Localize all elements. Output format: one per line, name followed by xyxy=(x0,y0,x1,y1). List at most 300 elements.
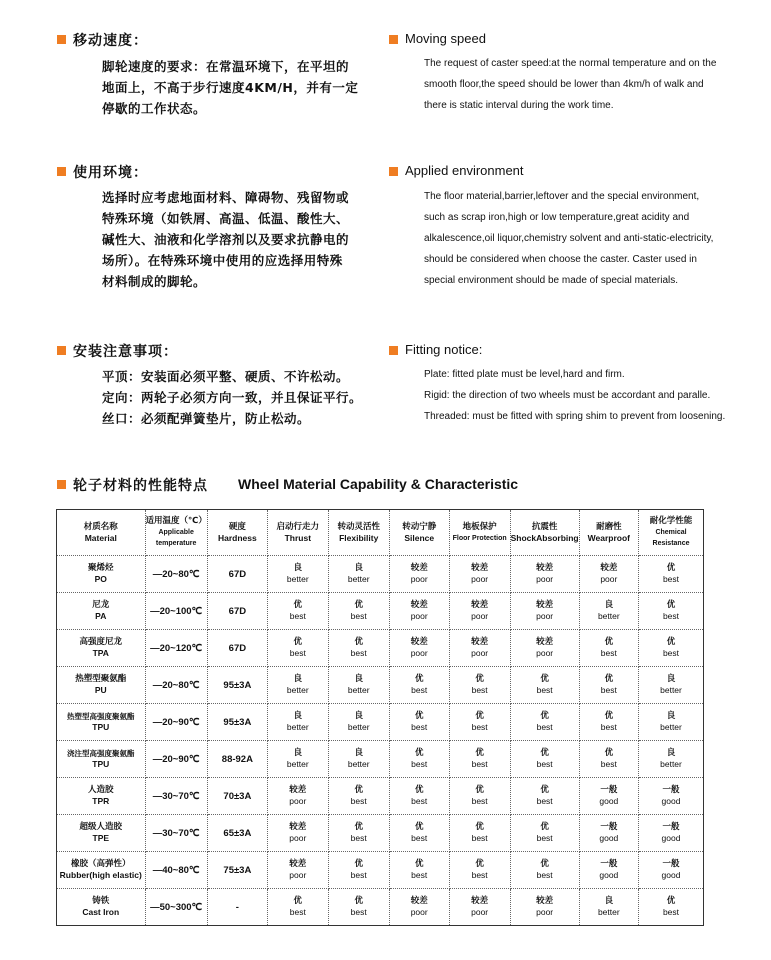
table-header-cell xyxy=(328,510,389,556)
hardness-cell: 67D xyxy=(207,556,267,593)
material-name-zh: 铸铁 xyxy=(92,896,110,906)
rating-zh: 优 xyxy=(475,859,484,869)
section-bullet-icon xyxy=(57,346,66,355)
rating-en: poor xyxy=(536,648,554,658)
body-line: 地面上，不高于步行速度4KM/H，并有一定 xyxy=(102,80,359,95)
rating-zh: 较差 xyxy=(471,637,489,647)
body-line: 材料制成的脚轮。 xyxy=(102,274,207,289)
rating-zh: 优 xyxy=(354,600,363,610)
section-bullet-icon xyxy=(57,167,66,176)
header-label-en: Chemical Resistance xyxy=(652,529,690,547)
material-name-en: Rubber(high elastic) xyxy=(59,870,142,880)
hardness-cell: - xyxy=(207,889,267,926)
rating-en: better xyxy=(286,685,309,695)
rating-cell xyxy=(510,704,579,741)
hardness-cell: 70±3A xyxy=(207,778,267,815)
rating-cell xyxy=(328,741,389,778)
table-header-cell xyxy=(57,510,146,556)
rating-en: best xyxy=(411,722,428,732)
rating-cell xyxy=(579,889,638,926)
rating-en: best xyxy=(536,722,553,732)
table-row xyxy=(57,852,704,889)
table-row xyxy=(57,593,704,630)
rating-cell xyxy=(328,667,389,704)
material-name-zh: 人造胶 xyxy=(88,785,114,795)
section-heading-zh: 移动速度： xyxy=(73,33,148,49)
rating-en: best xyxy=(536,796,553,806)
rating-zh: 优 xyxy=(475,748,484,758)
body-line: 脚轮速度的要求：在常温环境下，在平坦的 xyxy=(102,59,350,74)
rating-zh: 较差 xyxy=(410,896,428,906)
rating-cell xyxy=(328,815,389,852)
body-line: Threaded: must be fitted with spring shim to prevent from loosening. xyxy=(424,411,726,422)
hardness-cell: 65±3A xyxy=(207,815,267,852)
rating-zh: 较差 xyxy=(471,896,489,906)
rating-cell xyxy=(510,889,579,926)
material-name-en: TPE xyxy=(92,833,110,843)
rating-cell xyxy=(510,630,579,667)
rating-zh: 良 xyxy=(354,711,363,721)
rating-cell xyxy=(639,815,704,852)
rating-en: better xyxy=(347,722,370,732)
body-line: The request of caster speed:at the normal temperature and on the xyxy=(424,58,717,69)
table-header-cell xyxy=(389,510,449,556)
body-line: 选择时应考虑地面材料、障碍物、残留物或 xyxy=(102,190,350,205)
rating-zh: 较差 xyxy=(289,785,307,795)
rating-en: best xyxy=(350,611,367,621)
rating-en: poor xyxy=(289,796,307,806)
section-body-en xyxy=(424,364,725,427)
temperature-cell: —20~80℃ xyxy=(145,556,207,593)
body-line: 定向：两轮子必须方向一致，并且保证平行。 xyxy=(102,390,363,405)
rating-cell xyxy=(267,593,328,630)
rating-zh: 良 xyxy=(666,674,676,684)
rating-en: best xyxy=(536,685,553,695)
rating-en: best xyxy=(471,722,488,732)
header-label-en: Silence xyxy=(404,532,435,543)
rating-en: best xyxy=(471,833,488,843)
rating-en: good xyxy=(599,870,619,880)
rating-en: best xyxy=(600,722,617,732)
rating-en: best xyxy=(411,759,428,769)
section-heading-zh: 安装注意事项： xyxy=(73,344,178,360)
rating-zh: 优 xyxy=(414,711,424,721)
material-cell xyxy=(57,815,146,852)
material-name-zh: 高强度尼龙 xyxy=(79,637,123,647)
rating-zh: 优 xyxy=(475,822,484,832)
rating-zh: 优 xyxy=(354,859,363,869)
table-row xyxy=(57,778,704,815)
rating-zh: 较差 xyxy=(410,600,428,610)
rating-zh: 一般 xyxy=(600,785,618,795)
rating-zh: 一般 xyxy=(600,859,618,869)
rating-zh: 良 xyxy=(293,748,303,758)
material-name-en: Cast Iron xyxy=(82,907,120,917)
rating-cell xyxy=(449,889,510,926)
header-label-zh: 转动宁静 xyxy=(402,521,437,532)
rating-zh: 良 xyxy=(293,674,303,684)
rating-cell xyxy=(328,778,389,815)
rating-zh: 优 xyxy=(666,563,676,573)
rating-en: best xyxy=(471,796,488,806)
temperature-cell: —30~70℃ xyxy=(145,778,207,815)
rating-cell xyxy=(267,556,328,593)
rating-cell xyxy=(389,667,449,704)
rating-zh: 较差 xyxy=(410,563,428,573)
rating-en: better xyxy=(286,574,309,584)
rating-en: best xyxy=(350,907,367,917)
material-name-zh: 橡胶（高弹性） xyxy=(71,859,131,869)
rating-cell xyxy=(449,704,510,741)
section-body-zh xyxy=(102,366,362,429)
rating-en: best xyxy=(662,574,680,584)
rating-en: poor xyxy=(410,907,428,917)
rating-zh: 优 xyxy=(475,674,484,684)
rating-en: poor xyxy=(471,648,489,658)
hardness-cell: 95±3A xyxy=(207,667,267,704)
rating-zh: 良 xyxy=(293,563,303,573)
hardness-cell: 75±3A xyxy=(207,852,267,889)
rating-cell xyxy=(639,667,704,704)
rating-zh: 良 xyxy=(666,748,676,758)
rating-en: best xyxy=(350,648,367,658)
rating-en: best xyxy=(350,833,367,843)
rating-zh: 优 xyxy=(414,674,424,684)
rating-en: best xyxy=(471,759,488,769)
temperature-cell: —20~80℃ xyxy=(145,667,207,704)
rating-zh: 优 xyxy=(540,711,549,721)
rating-en: better xyxy=(347,574,370,584)
rating-cell xyxy=(389,593,449,630)
rating-zh: 优 xyxy=(414,859,424,869)
rating-cell xyxy=(639,593,704,630)
section-body-en xyxy=(424,186,713,291)
rating-cell xyxy=(389,852,449,889)
section-bullet-icon xyxy=(57,35,66,44)
rating-en: better xyxy=(286,759,309,769)
header-label-en: Wearproof xyxy=(587,532,630,543)
table-header-cell xyxy=(267,510,328,556)
table-title-en: Wheel Material Capability & Characteristic xyxy=(238,476,519,492)
rating-cell xyxy=(267,741,328,778)
rating-en: better xyxy=(597,611,620,621)
material-name-zh: 热塑型高强度聚氨酯 xyxy=(67,712,135,721)
rating-cell xyxy=(579,630,638,667)
rating-cell xyxy=(389,741,449,778)
material-table xyxy=(56,509,704,926)
table-header-cell xyxy=(145,510,207,556)
table-row xyxy=(57,889,704,926)
rating-cell xyxy=(510,593,579,630)
rating-en: better xyxy=(660,685,682,695)
rating-cell xyxy=(389,889,449,926)
rating-cell xyxy=(449,778,510,815)
body-line: Rigid: the direction of two wheels must be accordant and paralle. xyxy=(424,390,711,401)
material-cell xyxy=(57,852,146,889)
rating-zh: 优 xyxy=(475,785,484,795)
rating-en: poor xyxy=(536,907,554,917)
section-heading-zh: 使用环境： xyxy=(73,165,148,181)
rating-en: poor xyxy=(289,833,307,843)
rating-cell xyxy=(510,852,579,889)
rating-cell xyxy=(639,556,704,593)
rating-cell xyxy=(267,778,328,815)
rating-zh: 优 xyxy=(540,748,549,758)
rating-zh: 优 xyxy=(354,785,363,795)
rating-zh: 较差 xyxy=(536,600,554,610)
section-bullet-icon xyxy=(57,480,66,489)
rating-zh: 优 xyxy=(293,896,303,906)
material-name-en: TPR xyxy=(92,796,110,806)
rating-zh: 一般 xyxy=(600,822,618,832)
header-label-en: Flexibility xyxy=(339,532,379,543)
rating-zh: 优 xyxy=(414,822,424,832)
section-body-zh xyxy=(102,56,358,119)
rating-zh: 优 xyxy=(354,822,363,832)
section-heading-en: Applied environment xyxy=(405,163,524,178)
material-name-zh: 浇注型高强度聚氨酯 xyxy=(67,749,135,758)
rating-zh: 一般 xyxy=(662,785,680,795)
header-label-en: ShockAbsorbing xyxy=(510,532,579,543)
body-line: 碱性大、油液和化学溶剂以及要求抗静电的 xyxy=(102,232,350,247)
rating-cell xyxy=(639,889,704,926)
rating-cell xyxy=(328,889,389,926)
rating-cell xyxy=(579,704,638,741)
hardness-cell: 95±3A xyxy=(207,704,267,741)
rating-en: good xyxy=(599,796,619,806)
rating-zh: 良 xyxy=(354,563,363,573)
material-name-zh: 聚烯烃 xyxy=(88,563,114,573)
temperature-cell: —20~90℃ xyxy=(145,704,207,741)
rating-cell xyxy=(449,815,510,852)
rating-en: best xyxy=(600,648,617,658)
body-line: alkalescence,oil liquor,chemistry solvent and anti-static-electricity, xyxy=(424,233,714,244)
header-label-zh: 材质名称 xyxy=(83,521,118,532)
rating-en: poor xyxy=(536,611,554,621)
body-line: 特殊环境（如铁屑、高温、低温、酸性大、 xyxy=(102,211,350,226)
header-label-zh: 转动灵活性 xyxy=(337,521,380,532)
rating-cell xyxy=(449,630,510,667)
rating-en: poor xyxy=(410,574,428,584)
rating-en: best xyxy=(411,796,428,806)
rating-cell xyxy=(389,815,449,852)
rating-en: good xyxy=(661,870,681,880)
rating-zh: 优 xyxy=(354,637,363,647)
table-header-row xyxy=(57,510,704,556)
body-line: such as scrap iron,high or low temperature,great acidity and xyxy=(424,212,690,223)
rating-cell xyxy=(328,704,389,741)
rating-en: poor xyxy=(289,870,307,880)
rating-cell xyxy=(579,593,638,630)
temperature-cell: —40~80℃ xyxy=(145,852,207,889)
header-label-zh: 适用温度（℃） xyxy=(145,516,207,526)
rating-cell xyxy=(579,815,638,852)
header-label-zh: 耐磨性 xyxy=(596,521,622,532)
temperature-cell: —20~90℃ xyxy=(145,741,207,778)
rating-zh: 较差 xyxy=(536,896,554,906)
rating-en: better xyxy=(660,759,682,769)
rating-en: best xyxy=(600,759,617,769)
rating-cell xyxy=(389,704,449,741)
rating-cell xyxy=(510,556,579,593)
rating-cell xyxy=(449,556,510,593)
rating-en: poor xyxy=(471,611,489,621)
rating-zh: 优 xyxy=(604,711,614,721)
rating-cell xyxy=(267,667,328,704)
rating-zh: 优 xyxy=(293,637,303,647)
rating-zh: 优 xyxy=(540,822,549,832)
material-name-en: PU xyxy=(94,685,107,695)
hardness-cell: 88-92A xyxy=(207,741,267,778)
rating-zh: 一般 xyxy=(662,859,680,869)
table-title-zh: 轮子材料的性能特点 xyxy=(73,478,208,494)
rating-en: best xyxy=(536,759,553,769)
table-row xyxy=(57,741,704,778)
rating-zh: 优 xyxy=(354,896,363,906)
rating-cell xyxy=(639,852,704,889)
header-label-en: Thrust xyxy=(284,532,312,543)
rating-zh: 较差 xyxy=(289,859,307,869)
rating-cell xyxy=(389,556,449,593)
material-cell xyxy=(57,778,146,815)
rating-zh: 优 xyxy=(414,748,424,758)
table-row xyxy=(57,704,704,741)
material-name-zh: 超级人造胶 xyxy=(79,822,123,832)
rating-cell xyxy=(510,667,579,704)
body-line: should be considered when choose the caster. Caster used in xyxy=(424,254,697,265)
material-cell xyxy=(57,593,146,630)
header-label-en: Applicable temperature xyxy=(155,529,197,547)
rating-en: poor xyxy=(471,907,489,917)
material-name-zh: 尼龙 xyxy=(92,600,110,610)
rating-en: good xyxy=(661,833,681,843)
rating-en: poor xyxy=(600,574,618,584)
rating-cell xyxy=(267,815,328,852)
rating-zh: 较差 xyxy=(536,637,554,647)
rating-en: best xyxy=(289,648,306,658)
rating-en: good xyxy=(599,833,619,843)
rating-en: best xyxy=(662,611,680,621)
rating-cell xyxy=(328,852,389,889)
rating-cell xyxy=(639,630,704,667)
rating-zh: 优 xyxy=(293,600,303,610)
header-label-zh: 启动行走力 xyxy=(276,521,320,532)
rating-zh: 优 xyxy=(475,711,484,721)
rating-en: best xyxy=(662,907,680,917)
rating-cell xyxy=(579,556,638,593)
rating-en: poor xyxy=(410,648,428,658)
temperature-cell: —20~120℃ xyxy=(145,630,207,667)
rating-en: better xyxy=(347,759,370,769)
section-heading-en: Moving speed xyxy=(405,31,486,46)
rating-cell xyxy=(639,704,704,741)
table-header-cell xyxy=(639,510,704,556)
header-label-en: Material xyxy=(84,532,117,543)
rating-en: best xyxy=(662,648,680,658)
table-header-cell xyxy=(449,510,510,556)
rating-en: best xyxy=(536,833,553,843)
rating-zh: 较差 xyxy=(289,822,307,832)
rating-en: best xyxy=(411,833,428,843)
rating-cell xyxy=(579,741,638,778)
table-header-cell xyxy=(510,510,579,556)
rating-zh: 较差 xyxy=(410,637,428,647)
rating-cell xyxy=(267,889,328,926)
material-cell xyxy=(57,704,146,741)
temperature-cell: —20~100℃ xyxy=(145,593,207,630)
rating-zh: 较差 xyxy=(471,563,489,573)
material-name-en: TPU xyxy=(92,722,110,732)
rating-zh: 良 xyxy=(666,711,676,721)
section-heading-en: Fitting notice: xyxy=(405,342,483,357)
rating-cell xyxy=(510,778,579,815)
rating-zh: 优 xyxy=(604,748,614,758)
hardness-cell: 67D xyxy=(207,593,267,630)
rating-en: better xyxy=(597,907,620,917)
rating-cell xyxy=(328,630,389,667)
body-line: 停歇的工作状态。 xyxy=(102,101,207,116)
table-row xyxy=(57,667,704,704)
rating-zh: 一般 xyxy=(662,822,680,832)
body-line: Plate: fitted plate must be level,hard and firm. xyxy=(424,369,625,380)
rating-cell xyxy=(449,741,510,778)
temperature-cell: —30~70℃ xyxy=(145,815,207,852)
header-label-zh: 地板保护 xyxy=(462,521,497,532)
material-cell xyxy=(57,667,146,704)
rating-en: poor xyxy=(410,611,428,621)
rating-cell xyxy=(639,778,704,815)
header-label-zh: 硬度 xyxy=(228,521,246,532)
table-row xyxy=(57,815,704,852)
rating-en: better xyxy=(286,722,309,732)
rating-zh: 优 xyxy=(540,859,549,869)
rating-cell xyxy=(639,741,704,778)
rating-cell xyxy=(449,593,510,630)
rating-zh: 优 xyxy=(540,785,549,795)
material-cell xyxy=(57,889,146,926)
rating-cell xyxy=(579,778,638,815)
table-row xyxy=(57,556,704,593)
rating-zh: 优 xyxy=(666,896,676,906)
rating-en: poor xyxy=(536,574,554,584)
temperature-cell: —50~300℃ xyxy=(145,889,207,926)
body-line: special environment should be made of special materials. xyxy=(424,275,679,286)
rating-en: best xyxy=(471,870,488,880)
rating-zh: 优 xyxy=(604,637,614,647)
rating-zh: 优 xyxy=(666,600,676,610)
table-header-cell xyxy=(579,510,638,556)
rating-zh: 良 xyxy=(604,600,614,610)
rating-en: best xyxy=(289,611,306,621)
rating-cell xyxy=(389,778,449,815)
header-label-zh: 耐化学性能 xyxy=(649,516,693,526)
rating-cell xyxy=(579,852,638,889)
rating-zh: 良 xyxy=(354,748,363,758)
material-cell xyxy=(57,556,146,593)
rating-zh: 较差 xyxy=(600,563,618,573)
rating-en: best xyxy=(411,685,428,695)
rating-zh: 良 xyxy=(604,896,614,906)
table-header-cell xyxy=(207,510,267,556)
rating-zh: 优 xyxy=(604,674,614,684)
material-name-en: PA xyxy=(95,611,107,621)
body-line: 场所）。在特殊环境中使用的应选择用特殊 xyxy=(102,253,343,268)
section-bullet-icon xyxy=(389,346,398,355)
rating-cell xyxy=(510,815,579,852)
rating-zh: 优 xyxy=(540,674,549,684)
rating-cell xyxy=(389,630,449,667)
rating-zh: 较差 xyxy=(536,563,554,573)
